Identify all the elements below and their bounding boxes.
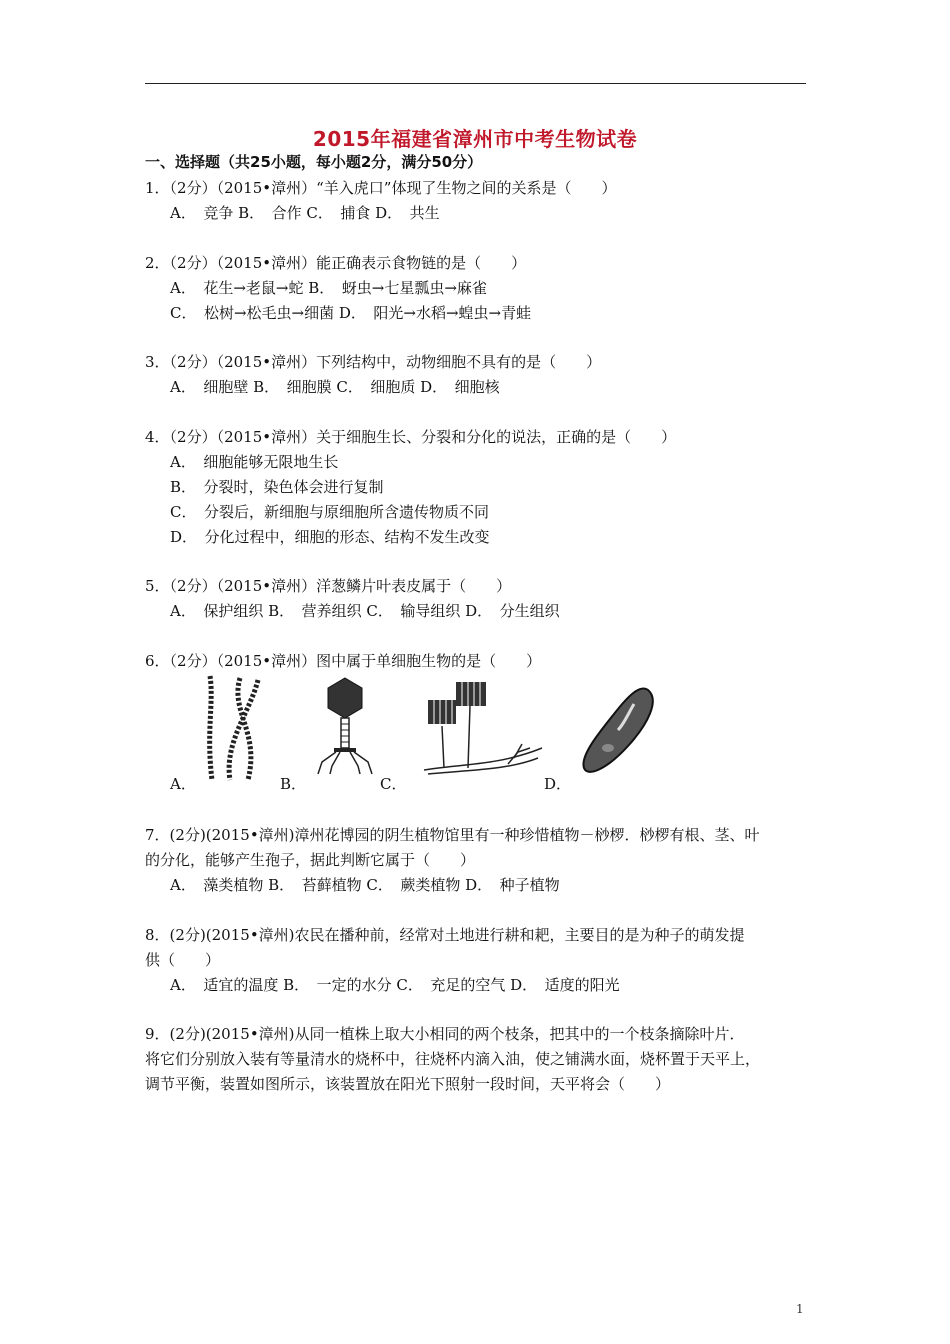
question-9-stem-line-1: 9．(2分)(2015•漳州)从同一植株上取大小相同的两个枝条，把其中的一个枝条摘除叶片． bbox=[145, 1025, 745, 1043]
question-7-stem-line-1: 7．(2分)(2015•漳州)漳州花博园的阴生植物馆里有一种珍惜植物－桫椤．桫椤有根、茎、叶 bbox=[145, 826, 760, 844]
question-4-option-d: D． 分化过程中，细胞的形态、结构不发生改变 bbox=[170, 528, 490, 546]
page-title: 2015年福建省漳州市中考生物试卷 bbox=[312, 127, 638, 151]
page-number: 1 bbox=[796, 1302, 804, 1316]
question-7-options: A． 藻类植物 B． 苔藓植物 C． 蕨类植物 D． 种子植物 bbox=[170, 876, 560, 894]
figure-b-label: B． bbox=[280, 775, 307, 793]
question-5-stem: 5．（2分）（2015•漳州）洋葱鳞片叶表皮属于（ ） bbox=[145, 577, 512, 595]
question-7-stem-line-2: 的分化，能够产生孢子，据此判断它属于（ ） bbox=[145, 851, 476, 869]
figure-a-label: A． bbox=[170, 775, 196, 793]
question-9-stem-line-3: 调节平衡，装置如图所示，该装置放在阳光下照射一段时间，天平将会（ ） bbox=[145, 1075, 671, 1093]
question-4-option-c: C． 分裂后，新细胞与原细胞所含遗传物质不同 bbox=[170, 503, 489, 521]
figure-d-paramecium bbox=[578, 684, 660, 780]
question-2-options-cd: C． 松树→松毛虫→细菌 D． 阳光→水稻→蝗虫→青蛙 bbox=[170, 304, 532, 322]
figure-c-label: C． bbox=[380, 775, 407, 793]
question-2-stem: 2．（2分）（2015•漳州）能正确表示食物链的是（ ） bbox=[145, 254, 527, 272]
figure-b-bacteriophage bbox=[310, 676, 380, 776]
question-9-stem-line-2: 将它们分别放入装有等量清水的烧杯中，往烧杯内滴入油，使之铺满水面，烧杯置于天平上， bbox=[145, 1050, 761, 1068]
figure-a-chromosome bbox=[200, 672, 270, 784]
question-4-stem: 4．（2分）（2015•漳州）关于细胞生长、分裂和分化的说法，正确的是（ ） bbox=[145, 428, 677, 446]
header-rule bbox=[145, 83, 806, 84]
figure-c-mold bbox=[418, 678, 546, 778]
question-4-option-a: A． 细胞能够无限地生长 bbox=[170, 453, 339, 471]
question-5-options: A． 保护组织 B． 营养组织 C． 输导组织 D． 分生组织 bbox=[170, 602, 560, 620]
question-2-options-ab: A． 花生→老鼠→蛇 B． 蚜虫→七星瓢虫→麻雀 bbox=[170, 279, 487, 297]
question-1-options: A． 竞争 B． 合作 C． 捕食 D． 共生 bbox=[170, 204, 440, 222]
question-3-options: A． 细胞壁 B． 细胞膜 C． 细胞质 D． 细胞核 bbox=[170, 378, 500, 396]
question-1-stem: 1．（2分）（2015•漳州）“羊入虎口”体现了生物之间的关系是（ ） bbox=[145, 179, 617, 197]
figure-d-label: D． bbox=[544, 775, 572, 793]
question-8-options: A． 适宜的温度 B． 一定的水分 C． 充足的空气 D． 适度的阳光 bbox=[170, 976, 620, 994]
question-6-stem: 6．（2分）（2015•漳州）图中属于单细胞生物的是（ ） bbox=[145, 652, 542, 670]
question-3-stem: 3．（2分）（2015•漳州）下列结构中，动物细胞不具有的是（ ） bbox=[145, 353, 602, 371]
question-4-option-b: B． 分裂时，染色体会进行复制 bbox=[170, 478, 384, 496]
section-heading: 一、选择题（共25小题，每小题2分，满分50分） bbox=[145, 153, 483, 171]
question-8-stem-line-1: 8．(2分)(2015•漳州)农民在播种前，经常对土地进行耕和耙，主要目的是为种子的萌发提 bbox=[145, 926, 745, 944]
question-8-stem-line-2: 供（ ） bbox=[145, 951, 221, 969]
